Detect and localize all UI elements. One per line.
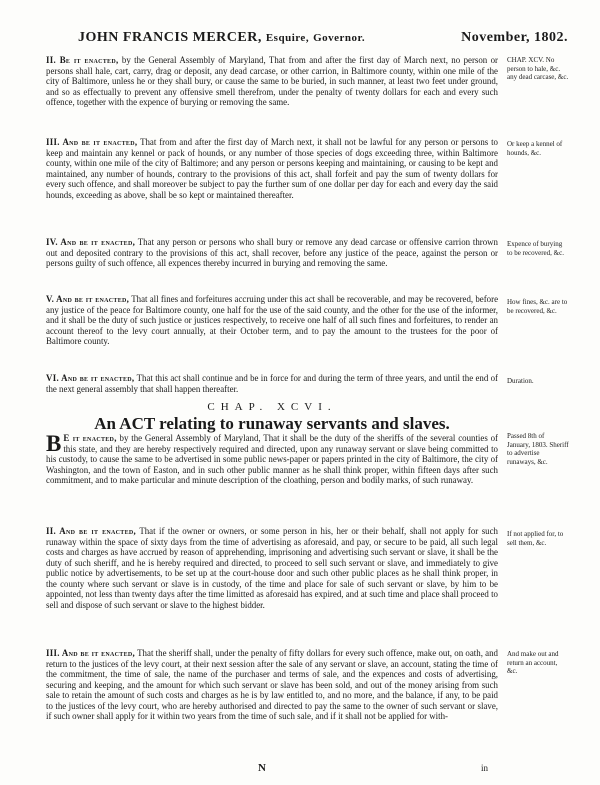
act-title: An ACT relating to runaway servants and slaves. <box>94 414 450 433</box>
catchword: in <box>481 763 489 773</box>
section-i-runaway: B E it enacted, by the General Assembly of Maryland, That it shall be the duty of the sheriffs of the several counties of this state, and they are hereby respectively required and directed, upon any runaway servant or slave being committed to his custody, to cause the same to be advertised in some public news-paper or papers printed in the city of Baltimore, the city of Washington, and the town of Easton, and in such other public manner as he shall think proper, within fifteen days after such commitment, and to make particular and minute description of the cloathing, person and bodily marks, of such runaway. <box>46 431 499 485</box>
header-date: November, 1802. <box>461 30 568 45</box>
margin-note-iv: Expence of burying to be recovered, &c. <box>507 240 564 257</box>
section-vi: VI. And be it enacted, That this act shall continue and be in force for and during the term of three years, and until the end of the next general assembly that shall happen thereafter. <box>46 373 498 394</box>
margin-note-passed: Passed 8th of January, 1803. Sheriff to advertise runaways, &c. <box>507 432 569 466</box>
header-title: JOHN FRANCIS MERCER, Esquire, Governor. <box>78 30 366 45</box>
section-iii: III. And be it enacted, That from and after the first day of March next, it shall not be lawful for any person or persons to keep and maintain any kennel or pack of hounds, or any number of those species of dogs exceeding three, within Baltimore county, within one mile of the city of Baltimore; and any person or persons keeping and maintaining, or causing to be kept and maintained, any number of hounds, contrary to the provisions of this act, shall forfeit and pay the sum of twenty dollars for every such offence, and shall moreover be subject to pay the further sum of one dollar per day for each and every day the said hounds, exceeding as above, shall be so kept or maintained thereafter. <box>46 137 498 200</box>
section-ii-runaway: II. And be it enacted, That if the owner or owners, or some person in his, her or their behalf, shall not apply for such runaway within the space of sixty days from the time of advertising as aforesaid, and pay, or secure to be paid, all such legal costs and charges as have accrued by reason of apprehending, imprisoning and advertising such servant or slave, it shall be the duty of such sheriff, and he is hereby required and directed, to proceed to sell such servant or slave, and immediately to give public notice by advertisements, to be set up at the court-house door and such other public places as he shall think proper, in the county where such servant or slave is in custody, of the time and place for sale of such servant or slave, by him to be appointed, not less than twenty days after the time limitted as aforesaid has expired, and at such time and place shall proceed to sell and dispose of such servant or slave to the highest bidder. <box>46 526 498 610</box>
margin-note-v: How fines, &c. are to be recovered, &c. <box>507 298 568 315</box>
section-v: V. And be it enacted, That all fines and forfeitures accruing under this act shall be recoverable, and may be recovered, before any justice of the peace for Baltimore county, one half for the use of the said county, and the other for the use of the informer, and it shall be the duty of such justice or justices respectively, to receive one half of all such fines and forfeitures, to render an account thereof to the levy court annually, at their October term, and to pay the amount to the trustees for the poor of Baltimore county. <box>46 294 499 346</box>
running-header <box>40 30 570 50</box>
section-ii: II. Be it enacted, by the General Assembly of Maryland, That from and after the first day of March next, no person or persons shall hale, cart, carry, drag or deposit, any dead carcase, or other carrion, in Baltimore county, within one mile of the city of Baltimore, unless he or they shall bury, or cause the same to be buried, in such manner, at least two feet under ground, and so as effectually to prevent any offensive smell therefrom, under the penalty of twenty dollars for each and every such offence, together with the expence of burying or removing the same. <box>46 55 499 107</box>
margin-note-sell: If not applied for, to sell them, &c. <box>507 530 564 547</box>
chapter-heading: CHAP. XCVI. <box>207 401 337 413</box>
section-iv: IV. And be it enacted, That any person or persons who shall bury or remove any dead carcase or offensive carrion thrown out and deposited contrary to the provisions of this act, shall recover, before any justice of the peace, against the person or persons guilty of such offence, all expences thereby incurred in burying and removing the same. <box>46 237 498 268</box>
section-iii-runaway: III. And be it enacted, That the sheriff shall, under the penalty of fifty dollars for every such offence, make out, on oath, and return to the justices of the levy court, at their next session after the sale of any servant or slave, an account, stating the time of the commitment, the time of sale, the name of the purchaser and terms of sale, and the expences and costs of advertising, securing and keeping, and the amount for which such servant or slave has been sold, and out of the money arising from such sale to retain the amount of such costs and charges as he is by law entitled to, and no more, and the balance, if any, to be paid to the justices of the levy court, who are hereby authorised and directed to pay the same to the owner of such servant or slave, if such owner shall apply for it within two years from the time of such sale, and if it shall not be applied for with- <box>46 648 498 721</box>
margin-note-ii: CHAP. XCV. No person to hale, &c. any dead carcase, &c. <box>507 56 569 81</box>
margin-note-iii: Or keep a kennel of hounds, &c. <box>507 140 563 157</box>
margin-note-account: And make out and return an account, &c. <box>507 650 559 675</box>
signature-mark: N <box>258 762 266 774</box>
margin-note-vi: Duration. <box>507 377 534 385</box>
drop-cap: B <box>46 431 62 456</box>
